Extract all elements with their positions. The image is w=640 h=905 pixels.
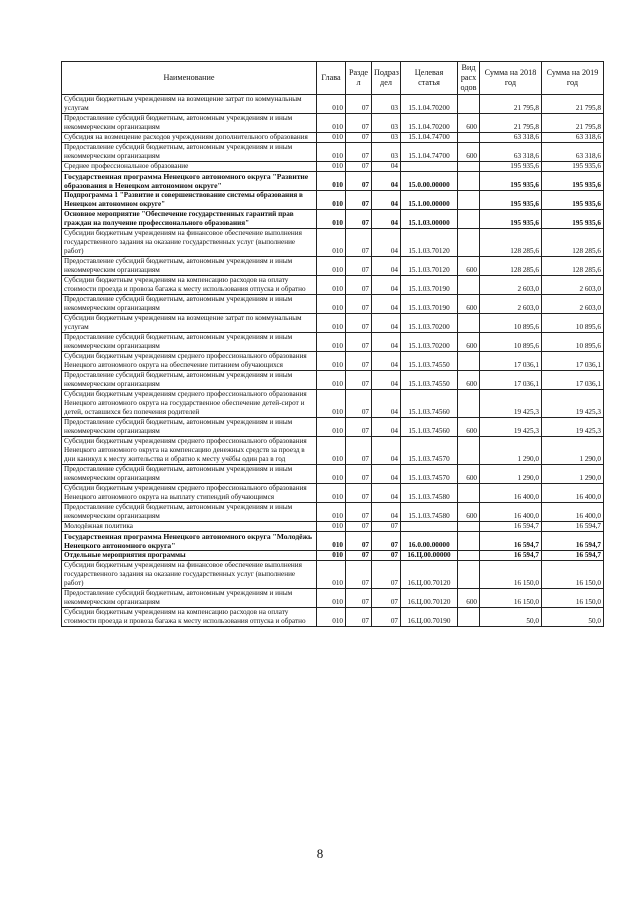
row-sum-2019: 16 400,0 (542, 484, 604, 503)
table-row (62, 333, 604, 352)
row-subsection: 07 (372, 589, 401, 608)
row-expense-type: 600 (458, 371, 480, 390)
table-row (62, 295, 604, 314)
row-section: 07 (346, 608, 372, 627)
table-row (62, 484, 604, 503)
row-chapter: 010 (317, 418, 346, 437)
row-section: 07 (346, 191, 372, 210)
row-expense-type (458, 210, 480, 229)
row-target: 15.1.03.70120 (401, 257, 458, 276)
row-section: 07 (346, 276, 372, 295)
row-name: Предоставление субсидий бюджетным, автономным учреждениям и иным некоммерческим организациям (62, 257, 317, 276)
row-target (401, 522, 458, 532)
row-chapter: 010 (317, 390, 346, 418)
row-target: 15.0.00.00000 (401, 172, 458, 191)
row-sum-2019: 195 935,6 (542, 191, 604, 210)
row-expense-type (458, 608, 480, 627)
row-sum-2019: 21 795,8 (542, 114, 604, 133)
row-sum-2019: 16 150,0 (542, 561, 604, 589)
row-subsection: 04 (372, 465, 401, 484)
row-sum-2019: 16 400,0 (542, 503, 604, 522)
row-chapter: 010 (317, 95, 346, 114)
row-chapter: 010 (317, 371, 346, 390)
row-expense-type (458, 191, 480, 210)
row-sum-2018: 63 318,6 (480, 133, 542, 143)
row-chapter: 010 (317, 532, 346, 551)
row-target: 15.1.03.70200 (401, 333, 458, 352)
row-sum-2018: 16 594,7 (480, 551, 542, 561)
header-subsection: Подраз дел (372, 62, 401, 95)
row-section: 07 (346, 390, 372, 418)
row-target: 15.1.03.74550 (401, 352, 458, 371)
table-body (62, 95, 604, 627)
table-row (62, 608, 604, 627)
row-section: 07 (346, 210, 372, 229)
row-sum-2019: 63 318,6 (542, 133, 604, 143)
row-sum-2019: 21 795,8 (542, 95, 604, 114)
row-expense-type: 600 (458, 333, 480, 352)
row-sum-2018: 50,0 (480, 608, 542, 627)
row-name: Субсидии бюджетным учреждениям среднего профессионального образования Ненецкого автономного округа на обеспечение питанием обучающихся (62, 352, 317, 371)
row-section: 07 (346, 314, 372, 333)
row-target: 15.1.03.74580 (401, 484, 458, 503)
row-section: 07 (346, 333, 372, 352)
table-row (62, 503, 604, 522)
header-expense-type: Вид расх одов (458, 62, 480, 95)
row-expense-type (458, 352, 480, 371)
row-chapter: 010 (317, 257, 346, 276)
row-sum-2019: 195 935,6 (542, 162, 604, 172)
row-sum-2018: 21 795,8 (480, 95, 542, 114)
row-expense-type (458, 314, 480, 333)
row-target: 15.1.03.70190 (401, 295, 458, 314)
row-sum-2018: 16 594,7 (480, 532, 542, 551)
row-expense-type: 600 (458, 418, 480, 437)
row-sum-2018: 16 594,7 (480, 522, 542, 532)
row-sum-2018: 19 425,3 (480, 390, 542, 418)
row-sum-2019: 128 285,6 (542, 229, 604, 257)
row-chapter: 010 (317, 133, 346, 143)
row-section: 07 (346, 418, 372, 437)
table-row (62, 229, 604, 257)
row-section: 07 (346, 95, 372, 114)
row-name: Субсидии бюджетным учреждениям на возмещение затрат по коммунальным услугам (62, 95, 317, 114)
page-number: 8 (316, 846, 324, 861)
row-sum-2019: 10 895,6 (542, 314, 604, 333)
row-sum-2019: 16 150,0 (542, 589, 604, 608)
row-sum-2019: 16 594,7 (542, 522, 604, 532)
table-row (62, 465, 604, 484)
row-expense-type: 600 (458, 257, 480, 276)
row-sum-2018: 63 318,6 (480, 143, 542, 162)
row-subsection: 07 (372, 522, 401, 532)
row-sum-2019: 2 603,0 (542, 295, 604, 314)
row-target: 15.1.03.74570 (401, 465, 458, 484)
row-section: 07 (346, 484, 372, 503)
row-subsection: 03 (372, 133, 401, 143)
row-subsection: 03 (372, 95, 401, 114)
row-sum-2018: 195 935,6 (480, 191, 542, 210)
row-section: 07 (346, 257, 372, 276)
row-subsection: 04 (372, 390, 401, 418)
row-target: 15.1.03.74560 (401, 418, 458, 437)
header-target: Целевая статья (401, 62, 458, 95)
table-row (62, 522, 604, 532)
row-chapter: 010 (317, 589, 346, 608)
row-section: 07 (346, 162, 372, 172)
row-expense-type (458, 95, 480, 114)
row-sum-2018: 10 895,6 (480, 333, 542, 352)
row-name: Субсидии бюджетным учреждениям среднего профессионального образования Ненецкого автономного округа на выплату стипендий обучающимся (62, 484, 317, 503)
row-subsection: 04 (372, 210, 401, 229)
row-target: 16.0.00.00000 (401, 532, 458, 551)
row-chapter: 010 (317, 143, 346, 162)
row-sum-2019: 2 603,0 (542, 276, 604, 295)
row-sum-2018: 16 400,0 (480, 484, 542, 503)
row-name: Предоставление субсидий бюджетным, автономным учреждениям и иным некоммерческим организациям (62, 418, 317, 437)
row-section: 07 (346, 561, 372, 589)
row-name: Предоставление субсидий бюджетным, автономным учреждениям и иным некоммерческим организациям (62, 503, 317, 522)
row-subsection: 04 (372, 229, 401, 257)
table-row (62, 371, 604, 390)
row-target: 15.1.04.74700 (401, 143, 458, 162)
row-chapter: 010 (317, 352, 346, 371)
row-chapter: 010 (317, 561, 346, 589)
row-subsection: 07 (372, 532, 401, 551)
row-expense-type (458, 390, 480, 418)
row-sum-2019: 17 036,1 (542, 352, 604, 371)
row-sum-2018: 1 290,0 (480, 465, 542, 484)
row-expense-type (458, 133, 480, 143)
row-target: 15.1.03.74570 (401, 437, 458, 465)
row-name: Предоставление субсидий бюджетным, автономным учреждениям и иным некоммерческим организациям (62, 295, 317, 314)
row-chapter: 010 (317, 295, 346, 314)
row-chapter: 010 (317, 522, 346, 532)
row-subsection: 04 (372, 172, 401, 191)
row-target: 15.1.03.70190 (401, 276, 458, 295)
row-sum-2018: 17 036,1 (480, 352, 542, 371)
row-section: 07 (346, 532, 372, 551)
row-chapter: 010 (317, 608, 346, 627)
row-chapter: 010 (317, 437, 346, 465)
row-subsection: 03 (372, 114, 401, 133)
row-chapter: 010 (317, 114, 346, 133)
row-section: 07 (346, 133, 372, 143)
row-sum-2018: 17 036,1 (480, 371, 542, 390)
row-chapter: 010 (317, 314, 346, 333)
row-sum-2018: 2 603,0 (480, 295, 542, 314)
row-sum-2019: 63 318,6 (542, 143, 604, 162)
row-section: 07 (346, 551, 372, 561)
table-row (62, 551, 604, 561)
row-sum-2019: 128 285,6 (542, 257, 604, 276)
row-expense-type: 600 (458, 143, 480, 162)
row-name: Субсидии бюджетным учреждениям на финансовое обеспечение выполнения государственного задания на оказание государственных услуг (выполнение работ) (62, 229, 317, 257)
row-subsection: 04 (372, 257, 401, 276)
row-chapter: 010 (317, 210, 346, 229)
row-sum-2019: 19 425,3 (542, 418, 604, 437)
row-sum-2019: 1 290,0 (542, 437, 604, 465)
row-subsection: 07 (372, 551, 401, 561)
row-sum-2018: 195 935,6 (480, 162, 542, 172)
table-row (62, 352, 604, 371)
row-chapter: 010 (317, 484, 346, 503)
table-row (62, 95, 604, 114)
row-chapter: 010 (317, 465, 346, 484)
row-section: 07 (346, 352, 372, 371)
table-row (62, 589, 604, 608)
row-chapter: 010 (317, 503, 346, 522)
row-sum-2019: 16 594,7 (542, 551, 604, 561)
row-sum-2018: 16 150,0 (480, 561, 542, 589)
row-sum-2018: 128 285,6 (480, 257, 542, 276)
table-row (62, 437, 604, 465)
row-sum-2018: 128 285,6 (480, 229, 542, 257)
row-chapter: 010 (317, 162, 346, 172)
row-name: Предоставление субсидий бюджетным, автономным учреждениям и иным некоммерческим организациям (62, 589, 317, 608)
row-expense-type (458, 561, 480, 589)
row-expense-type: 600 (458, 589, 480, 608)
row-subsection: 04 (372, 276, 401, 295)
row-chapter: 010 (317, 551, 346, 561)
table-row (62, 210, 604, 229)
row-target: 15.1.03.70120 (401, 229, 458, 257)
row-sum-2018: 16 400,0 (480, 503, 542, 522)
row-sum-2019: 1 290,0 (542, 465, 604, 484)
table-row (62, 418, 604, 437)
row-section: 07 (346, 143, 372, 162)
row-sum-2018: 19 425,3 (480, 418, 542, 437)
row-target: 16.Ц.00.70120 (401, 561, 458, 589)
row-sum-2019: 195 935,6 (542, 172, 604, 191)
row-expense-type (458, 484, 480, 503)
table-row (62, 561, 604, 589)
table-row (62, 114, 604, 133)
header-sum-2019: Сумма на 2019 год (542, 62, 604, 95)
row-name: Государственная программа Ненецкого автономного округа "Развитие образования в Ненецком автономном округе" (62, 172, 317, 191)
row-subsection: 04 (372, 314, 401, 333)
row-target: 15.1.03.00000 (401, 210, 458, 229)
row-name: Предоставление субсидий бюджетным, автономным учреждениям и иным некоммерческим организациям (62, 371, 317, 390)
row-subsection: 04 (372, 484, 401, 503)
table-row (62, 257, 604, 276)
row-name: Предоставление субсидий бюджетным, автономным учреждениям и иным некоммерческим организациям (62, 143, 317, 162)
row-chapter: 010 (317, 191, 346, 210)
row-chapter: 010 (317, 172, 346, 191)
row-expense-type (458, 229, 480, 257)
table-row (62, 162, 604, 172)
header-sum-2018: Сумма на 2018 год (480, 62, 542, 95)
row-sum-2018: 2 603,0 (480, 276, 542, 295)
row-name: Субсидии бюджетным учреждениям на компенсацию расходов на оплату стоимости проезда и провоза багажа к месту использования отпуска и обратно (62, 276, 317, 295)
row-expense-type (458, 276, 480, 295)
budget-table (61, 61, 604, 627)
table-row (62, 133, 604, 143)
row-section: 07 (346, 437, 372, 465)
table-row (62, 143, 604, 162)
row-expense-type: 600 (458, 114, 480, 133)
row-name: Предоставление субсидий бюджетным, автономным учреждениям и иным некоммерческим организациям (62, 114, 317, 133)
row-name: Государственная программа Ненецкого автономного округа "Молодёжь Ненецкого автономного округа" (62, 532, 317, 551)
row-name: Среднее профессиональное образование (62, 162, 317, 172)
row-target: 16.Ц.00.70120 (401, 589, 458, 608)
row-name: Молодёжная политика (62, 522, 317, 532)
table-row (62, 390, 604, 418)
row-name: Подпрограмма 1 "Развитие и совершенствование системы образования в Ненецком автономном округе" (62, 191, 317, 210)
header-name: Наименование (62, 62, 317, 95)
row-sum-2018: 195 935,6 (480, 172, 542, 191)
row-section: 07 (346, 371, 372, 390)
row-target: 15.1.04.74700 (401, 133, 458, 143)
table-header-row (62, 62, 604, 95)
row-sum-2019: 17 036,1 (542, 371, 604, 390)
row-subsection: 04 (372, 191, 401, 210)
row-expense-type: 600 (458, 503, 480, 522)
table-row (62, 314, 604, 333)
row-expense-type (458, 437, 480, 465)
header-section: Разде л (346, 62, 372, 95)
row-target: 15.1.03.70200 (401, 314, 458, 333)
row-subsection: 04 (372, 371, 401, 390)
row-expense-type: 600 (458, 295, 480, 314)
row-sum-2019: 50,0 (542, 608, 604, 627)
row-subsection: 07 (372, 561, 401, 589)
row-subsection: 04 (372, 295, 401, 314)
row-subsection: 04 (372, 437, 401, 465)
row-subsection: 04 (372, 418, 401, 437)
row-expense-type: 600 (458, 465, 480, 484)
row-name: Субсидии бюджетным учреждениям на финансовое обеспечение выполнения государственного задания на оказание государственных услуг (выполнение работ) (62, 561, 317, 589)
row-sum-2019: 10 895,6 (542, 333, 604, 352)
row-sum-2018: 1 290,0 (480, 437, 542, 465)
row-chapter: 010 (317, 333, 346, 352)
row-section: 07 (346, 295, 372, 314)
row-name: Субсидии бюджетным учреждениям среднего профессионального образования Ненецкого автономного округа на компенсацию денежных средств за проезд в дни каникул к месту жительства и обратно к месту учёбы один раз в год (62, 437, 317, 465)
row-sum-2019: 19 425,3 (542, 390, 604, 418)
row-section: 07 (346, 589, 372, 608)
row-subsection: 04 (372, 162, 401, 172)
row-subsection: 04 (372, 352, 401, 371)
row-name: Предоставление субсидий бюджетным, автономным учреждениям и иным некоммерческим организациям (62, 465, 317, 484)
row-expense-type (458, 522, 480, 532)
table-row (62, 191, 604, 210)
row-name: Субсидия на возмещение расходов учреждениям дополнительного образования (62, 133, 317, 143)
row-section: 07 (346, 114, 372, 133)
row-target: 15.1.04.70200 (401, 95, 458, 114)
row-name: Предоставление субсидий бюджетным, автономным учреждениям и иным некоммерческим организациям (62, 333, 317, 352)
table-row (62, 276, 604, 295)
row-name: Субсидии бюджетным учреждениям среднего профессионального образования Ненецкого автономного округа на государственное обеспечение детей-сирот и детей, оставшихся без попечения родителей (62, 390, 317, 418)
row-target: 15.1.04.70200 (401, 114, 458, 133)
table-row (62, 532, 604, 551)
row-sum-2019: 16 594,7 (542, 532, 604, 551)
row-subsection: 07 (372, 608, 401, 627)
row-target: 16.Ц.00.00000 (401, 551, 458, 561)
table-row (62, 172, 604, 191)
row-expense-type (458, 162, 480, 172)
row-expense-type (458, 532, 480, 551)
row-subsection: 04 (372, 333, 401, 352)
row-target: 15.1.03.74560 (401, 390, 458, 418)
row-section: 07 (346, 229, 372, 257)
row-sum-2019: 195 935,6 (542, 210, 604, 229)
row-section: 07 (346, 172, 372, 191)
row-expense-type (458, 551, 480, 561)
row-sum-2018: 195 935,6 (480, 210, 542, 229)
row-sum-2018: 21 795,8 (480, 114, 542, 133)
row-target: 15.1.00.00000 (401, 191, 458, 210)
row-name: Отдельные мероприятия программы (62, 551, 317, 561)
row-sum-2018: 10 895,6 (480, 314, 542, 333)
row-expense-type (458, 172, 480, 191)
row-subsection: 03 (372, 143, 401, 162)
row-target: 15.1.03.74550 (401, 371, 458, 390)
row-section: 07 (346, 465, 372, 484)
row-target: 16.Ц.00.70190 (401, 608, 458, 627)
row-subsection: 04 (372, 503, 401, 522)
row-section: 07 (346, 503, 372, 522)
row-name: Субсидии бюджетным учреждениям на возмещение затрат по коммунальным услугам (62, 314, 317, 333)
header-chapter: Глава (317, 62, 346, 95)
row-name: Субсидии бюджетным учреждениям на компенсацию расходов на оплату стоимости проезда и провоза багажа к месту использования отпуска и обратно (62, 608, 317, 627)
row-target (401, 162, 458, 172)
row-name: Основное мероприятие "Обеспечение государственных гарантий прав граждан на получение профессионального образования" (62, 210, 317, 229)
row-target: 15.1.03.74580 (401, 503, 458, 522)
row-chapter: 010 (317, 229, 346, 257)
row-chapter: 010 (317, 276, 346, 295)
row-sum-2018: 16 150,0 (480, 589, 542, 608)
row-section: 07 (346, 522, 372, 532)
